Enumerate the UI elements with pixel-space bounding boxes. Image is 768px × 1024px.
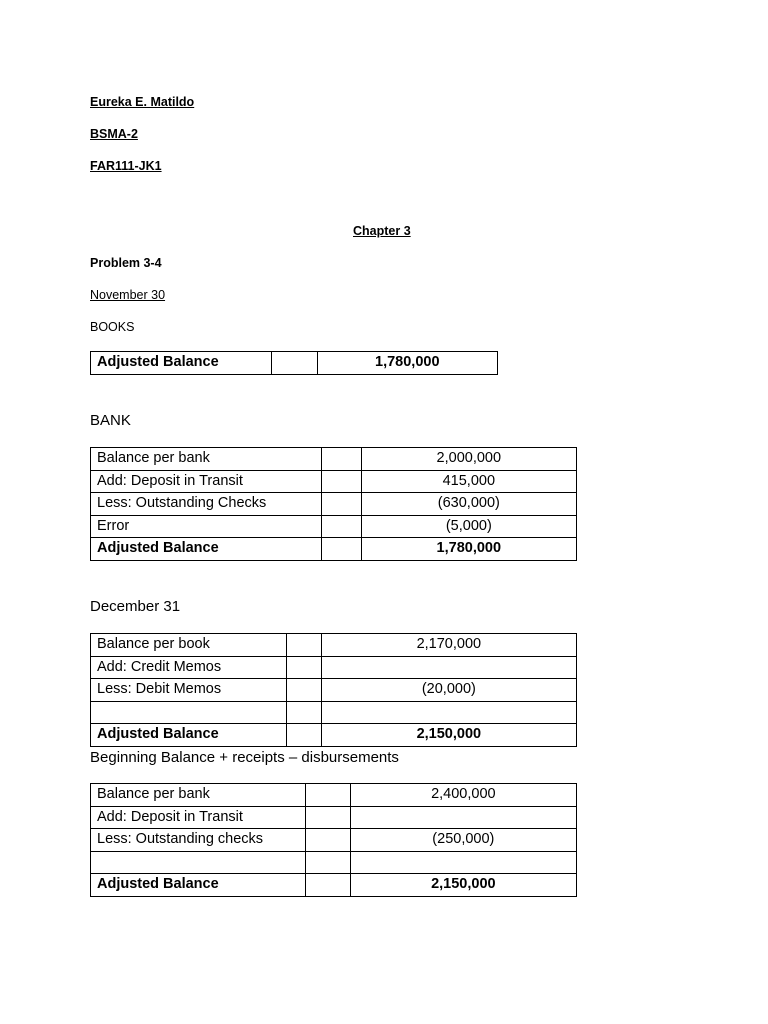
table-row (91, 656, 577, 679)
table-row (91, 806, 577, 829)
table-row (91, 538, 577, 561)
table-row (91, 515, 577, 538)
row-amount: 2,170,000 (321, 634, 576, 657)
row-amount: (630,000) (361, 493, 576, 516)
row-amount: (5,000) (361, 515, 576, 538)
row-blank-cell (321, 493, 361, 516)
row-label (91, 701, 287, 724)
row-blank-cell (321, 470, 361, 493)
row-blank-cell (286, 724, 321, 747)
books-label: BOOKS (90, 320, 135, 334)
november-date: November 30 (90, 288, 166, 302)
row-blank-cell (271, 352, 317, 375)
table-row (91, 679, 577, 702)
row-label: Add: Deposit in Transit (91, 470, 322, 493)
student-name: Eureka E. Matildo (90, 95, 195, 109)
row-label (91, 851, 306, 874)
row-amount: (20,000) (321, 679, 576, 702)
table-row (91, 829, 577, 852)
chapter-title: Chapter 3 (353, 224, 411, 238)
row-amount (321, 656, 576, 679)
row-label: Add: Credit Memos (91, 656, 287, 679)
row-blank-cell (305, 874, 350, 897)
row-blank-cell (305, 806, 350, 829)
row-label: Adjusted Balance (91, 724, 287, 747)
row-label: Balance per book (91, 634, 287, 657)
section-code: BSMA-2 (90, 127, 138, 141)
row-blank-cell (321, 538, 361, 561)
row-label: Adjusted Balance (91, 352, 272, 375)
row-blank-cell (305, 851, 350, 874)
table-row (91, 448, 577, 471)
row-label: Adjusted Balance (91, 874, 306, 897)
table-row (91, 874, 577, 897)
table-row (91, 851, 577, 874)
row-amount: 2,000,000 (361, 448, 576, 471)
row-label: Balance per bank (91, 448, 322, 471)
row-amount (350, 806, 576, 829)
nov-bank-table (90, 447, 577, 561)
row-amount: (250,000) (350, 829, 576, 852)
row-label: Less: Debit Memos (91, 679, 287, 702)
row-amount: 2,400,000 (350, 784, 576, 807)
row-label: Adjusted Balance (91, 538, 322, 561)
row-amount: 1,780,000 (317, 352, 497, 375)
table-row (91, 701, 577, 724)
row-label: Error (91, 515, 322, 538)
table-row (91, 352, 498, 375)
row-blank-cell (321, 448, 361, 471)
row-blank-cell (321, 515, 361, 538)
problem-title: Problem 3-4 (90, 256, 162, 270)
table-row (91, 634, 577, 657)
row-amount (350, 851, 576, 874)
dec-bank-table (90, 783, 577, 897)
formula-note: Beginning Balance + receipts – disbursements (90, 749, 399, 766)
table-row (91, 724, 577, 747)
row-label: Less: Outstanding Checks (91, 493, 322, 516)
row-blank-cell (305, 829, 350, 852)
row-blank-cell (286, 656, 321, 679)
row-amount (321, 701, 576, 724)
table-row (91, 470, 577, 493)
row-blank-cell (286, 701, 321, 724)
row-amount: 2,150,000 (350, 874, 576, 897)
nov-books-table (90, 351, 498, 375)
course-code: FAR111-JK1 (90, 159, 162, 173)
row-amount: 2,150,000 (321, 724, 576, 747)
row-blank-cell (286, 679, 321, 702)
row-blank-cell (305, 784, 350, 807)
december-date: December 31 (90, 598, 181, 615)
row-label: Less: Outstanding checks (91, 829, 306, 852)
bank-label: BANK (90, 412, 131, 429)
row-amount: 415,000 (361, 470, 576, 493)
row-blank-cell (286, 634, 321, 657)
row-label: Add: Deposit in Transit (91, 806, 306, 829)
dec-book-table (90, 633, 577, 747)
row-label: Balance per bank (91, 784, 306, 807)
table-row (91, 493, 577, 516)
table-row (91, 784, 577, 807)
row-amount: 1,780,000 (361, 538, 576, 561)
